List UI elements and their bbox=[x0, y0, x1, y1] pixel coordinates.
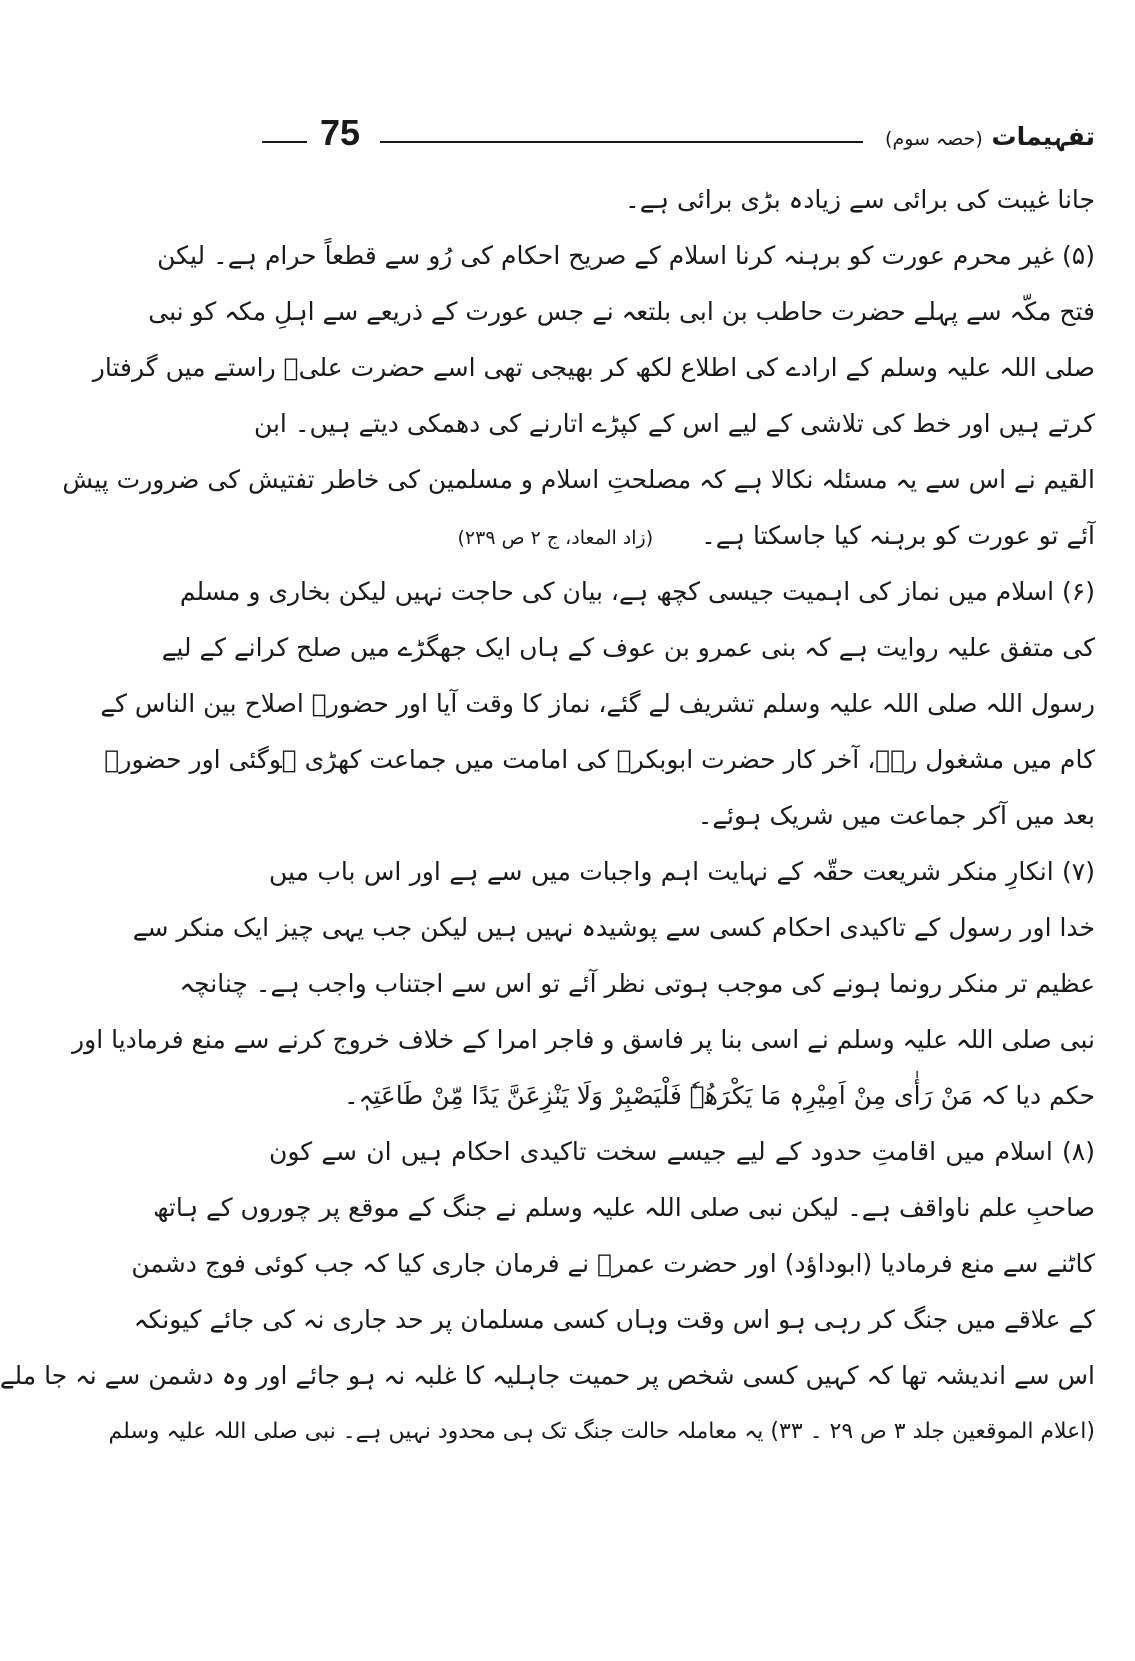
text-line: رسول اللہ صلی اللہ علیہ وسلم تشریف لے گئے، نماز کا وقت آیا اور حضورؐ اصلاح بین الناس کے bbox=[100, 689, 1095, 718]
text-line: (۶) اسلام میں نماز کی اہمیت جیسی کچھ ہے، بیان کی حاجت نہیں لیکن بخاری و مسلم bbox=[179, 577, 1095, 606]
text-line: خدا اور رسول کے تاکیدی احکام کسی سے پوشیدہ نہیں ہیں لیکن جب یہی چیز ایک منکر سے bbox=[132, 913, 1095, 942]
header-rule-left bbox=[262, 141, 307, 143]
text-line: صاحبِ علم ناواقف ہے۔ لیکن نبی صلی اللہ علیہ وسلم نے جنگ کے موقع پر چوروں کے ہاتھ bbox=[153, 1193, 1095, 1222]
page-number: 75 bbox=[320, 112, 361, 153]
text-line: کے علاقے میں جنگ کر رہی ہو اس وقت وہاں کسی مسلمان پر حد جاری نہ کی جائے کیونکہ bbox=[133, 1305, 1095, 1334]
body-text bbox=[0, 172, 1095, 1460]
text-line: جانا غیبت کی برائی سے زیادہ بڑی برائی ہے۔ bbox=[625, 185, 1095, 214]
text-line: (اعلام الموقعین جلد ۳ ص ۲۹ ۔ ۳۳) یہ معاملہ حالت جنگ تک ہی محدود نہیں ہے۔ نبی صلی اللہ علیہ وسلم bbox=[108, 1419, 1095, 1444]
text-line: صلی اللہ علیہ وسلم کے ارادے کی اطلاع لکھ کر بھیجی تھی اسے حضرت علیؓ راستے میں گرفتار bbox=[92, 353, 1095, 382]
text-line: کاٹنے سے منع فرمادیا (ابوداؤد) اور حضرت عمرؓ نے فرمان جاری کیا کہ جب کوئی فوج دشمن bbox=[131, 1249, 1095, 1278]
text-line-arabic-quote: حکم دیا کہ مَنْ رَأٰی مِنْ اَمِیْرِہٖ مَا یَکْرَھُہٗ فَلْیَصْبِرْ وَلَا یَنْزِعَنَّ یَدًا مِّنْ طَاعَتِہٖ۔ bbox=[343, 1081, 1095, 1110]
text-line: اس سے اندیشہ تھا کہ کہیں کسی شخص پر حمیت جاہلیہ کا غلبہ نہ ہو جائے اور وہ دشمن سے نہ جا ملے bbox=[0, 1361, 1095, 1390]
text-line: کام میں مشغول رہے، آخر کار حضرت ابوبکرؓ کی امامت میں جماعت کھڑی ہوگئی اور حضورؐ bbox=[104, 745, 1095, 774]
book-title-text: تفہیمات bbox=[991, 122, 1095, 151]
header-rule bbox=[380, 141, 863, 143]
text-line: (۷) انکارِ منکر شریعت حقّہ کے نہایت اہم واجبات میں سے ہے اور اس باب میں bbox=[269, 857, 1095, 886]
text-line-content: آئے تو عورت کو برہنہ کیا جاسکتا ہے۔ bbox=[701, 521, 1095, 550]
text-line: (۵) غیر محرم عورت کو برہنہ کرنا اسلام کے صریح احکام کی رُو سے قطعاً حرام ہے۔ لیکن bbox=[157, 241, 1095, 270]
text-line: القیم نے اس سے یہ مسئلہ نکالا ہے کہ مصلحتِ اسلام و مسلمین کی خاطر تفتیش کی ضرورت پیش bbox=[62, 465, 1095, 494]
text-line: (۸) اسلام میں اقامتِ حدود کے لیے جیسے سخت تاکیدی احکام ہیں ان سے کون bbox=[269, 1137, 1095, 1166]
text-line: نبی صلی اللہ علیہ وسلم نے اسی بنا پر فاسق و فاجر امرا کے خلاف خروج کرنے سے منع فرمادیا اور bbox=[72, 1025, 1095, 1054]
text-line: فتح مکّہ سے پہلے حضرت حاطب بن ابی بلتعہ نے جس عورت کے ذریعے سے اہلِ مکہ کو نبی bbox=[148, 297, 1095, 326]
book-volume: (حصہ سوم) bbox=[885, 128, 983, 150]
citation: (زاد المعاد، ج ۲ ص ۲۳۹) bbox=[457, 527, 654, 549]
book-title bbox=[885, 122, 1095, 151]
running-header bbox=[262, 112, 1095, 158]
text-line: بعد میں آکر جماعت میں شریک ہوئے۔ bbox=[697, 801, 1095, 830]
text-line: عظیم تر منکر رونما ہونے کی موجب ہوتی نظر آئے تو اس سے اجتناب واجب ہے۔ چنانچہ bbox=[179, 969, 1095, 998]
text-line: کرتے ہیں اور خط کی تلاشی کے لیے اس کے کپڑے اتارنے کی دھمکی دیتے ہیں۔ ابن bbox=[253, 409, 1095, 438]
text-line-with-citation bbox=[269, 508, 1095, 564]
text-line: کی متفق علیہ روایت ہے کہ بنی عمرو بن عوف کے ہاں ایک جھگڑے میں صلح کرانے کے لیے bbox=[161, 633, 1095, 662]
